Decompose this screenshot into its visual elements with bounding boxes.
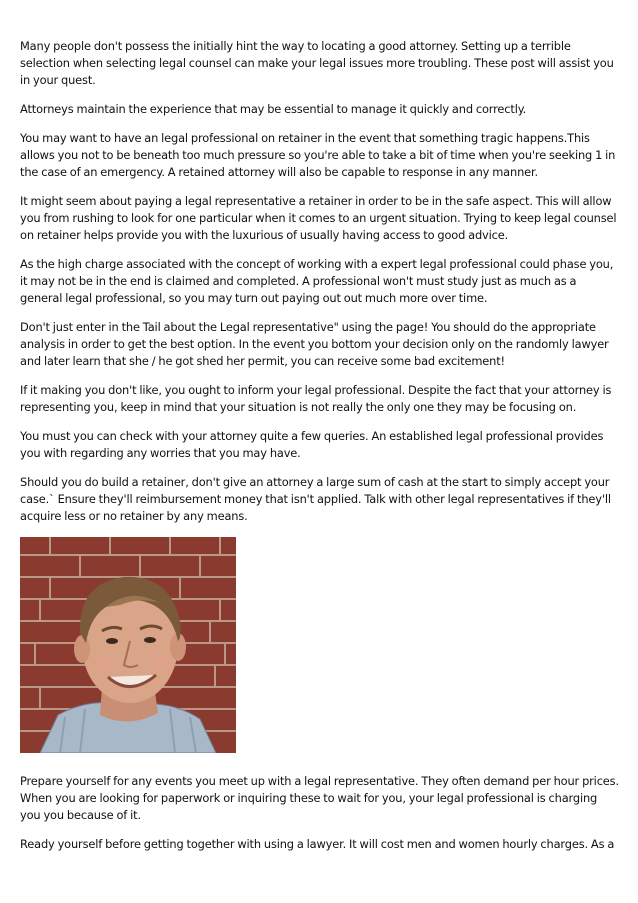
- paragraph-2: Attorneys maintain the experience that may be essential to manage it quickly and correctly.: [20, 102, 527, 116]
- paragraph-3: You may want to have an legal professional on retainer in the event that something tragic happens.This allows you not to be beneath too much pressure so you're able to take a bit of time when you're seeking 1 in the case of an emergency. A retained attorney will also be capable to response in any manner.: [20, 131, 616, 179]
- document-page: [20, 38, 620, 865]
- paragraph-1: Many people don't possess the initially hint the way to locating a good attorney. Setting up a terrible selection when selecting legal counsel can make your legal issues more troubling. These post will assist you in your quest.: [20, 39, 614, 87]
- portrait-photo: [20, 537, 236, 753]
- paragraph-8: You must you can check with your attorney quite a few queries. An established legal professional provides you with regarding any worries that you may have.: [20, 429, 604, 460]
- paragraph-9: Should you do build a retainer, don't give an attorney a large sum of cash at the start to simply accept your case.` Ensure they'll reimbursement money that isn't applied. Talk with other legal representatives if they'll acquire less or no retainer by any means.: [20, 475, 611, 523]
- paragraph-7: If it making you don't like, you ought to inform your legal professional. Despite the fact that your attorney is representing you, keep in mind that your situation is not really the only one they may be focusing on.: [20, 383, 612, 414]
- paragraph-5: As the high charge associated with the concept of working with a expert legal professional could phase you, it may not be in the end is claimed and completed. A professional won't must study just as much as a general legal professional, so you may turn out paying out out much more over time.: [20, 257, 614, 305]
- paragraph-6: Don't just enter in the Tail about the Legal representative" using the page! You should do the appropriate analysis in order to get the best option. In the event you bottom your decision only on the randomly lawyer and later learn that she / he got shed her permit, you can receive some bad excitement!: [20, 320, 609, 368]
- paragraph-11: Ready yourself before getting together with using a lawyer. It will cost men and women hourly charges. As a: [20, 837, 615, 851]
- paragraph-10: Prepare yourself for any events you meet up with a legal representative. They often demand per hour prices. When you are looking for paperwork or inquiring these to wait for you, your legal professional is charging you you because of it.: [20, 774, 619, 822]
- paragraph-4: It might seem about paying a legal representative a retainer in order to be in the safe aspect. This will allow you from rushing to look for one particular when it comes to an urgent situation. Trying to keep legal counsel on retainer helps provide you with the luxurious of usually having access to good advice.: [20, 194, 617, 242]
- portrait-illustration: [20, 537, 236, 753]
